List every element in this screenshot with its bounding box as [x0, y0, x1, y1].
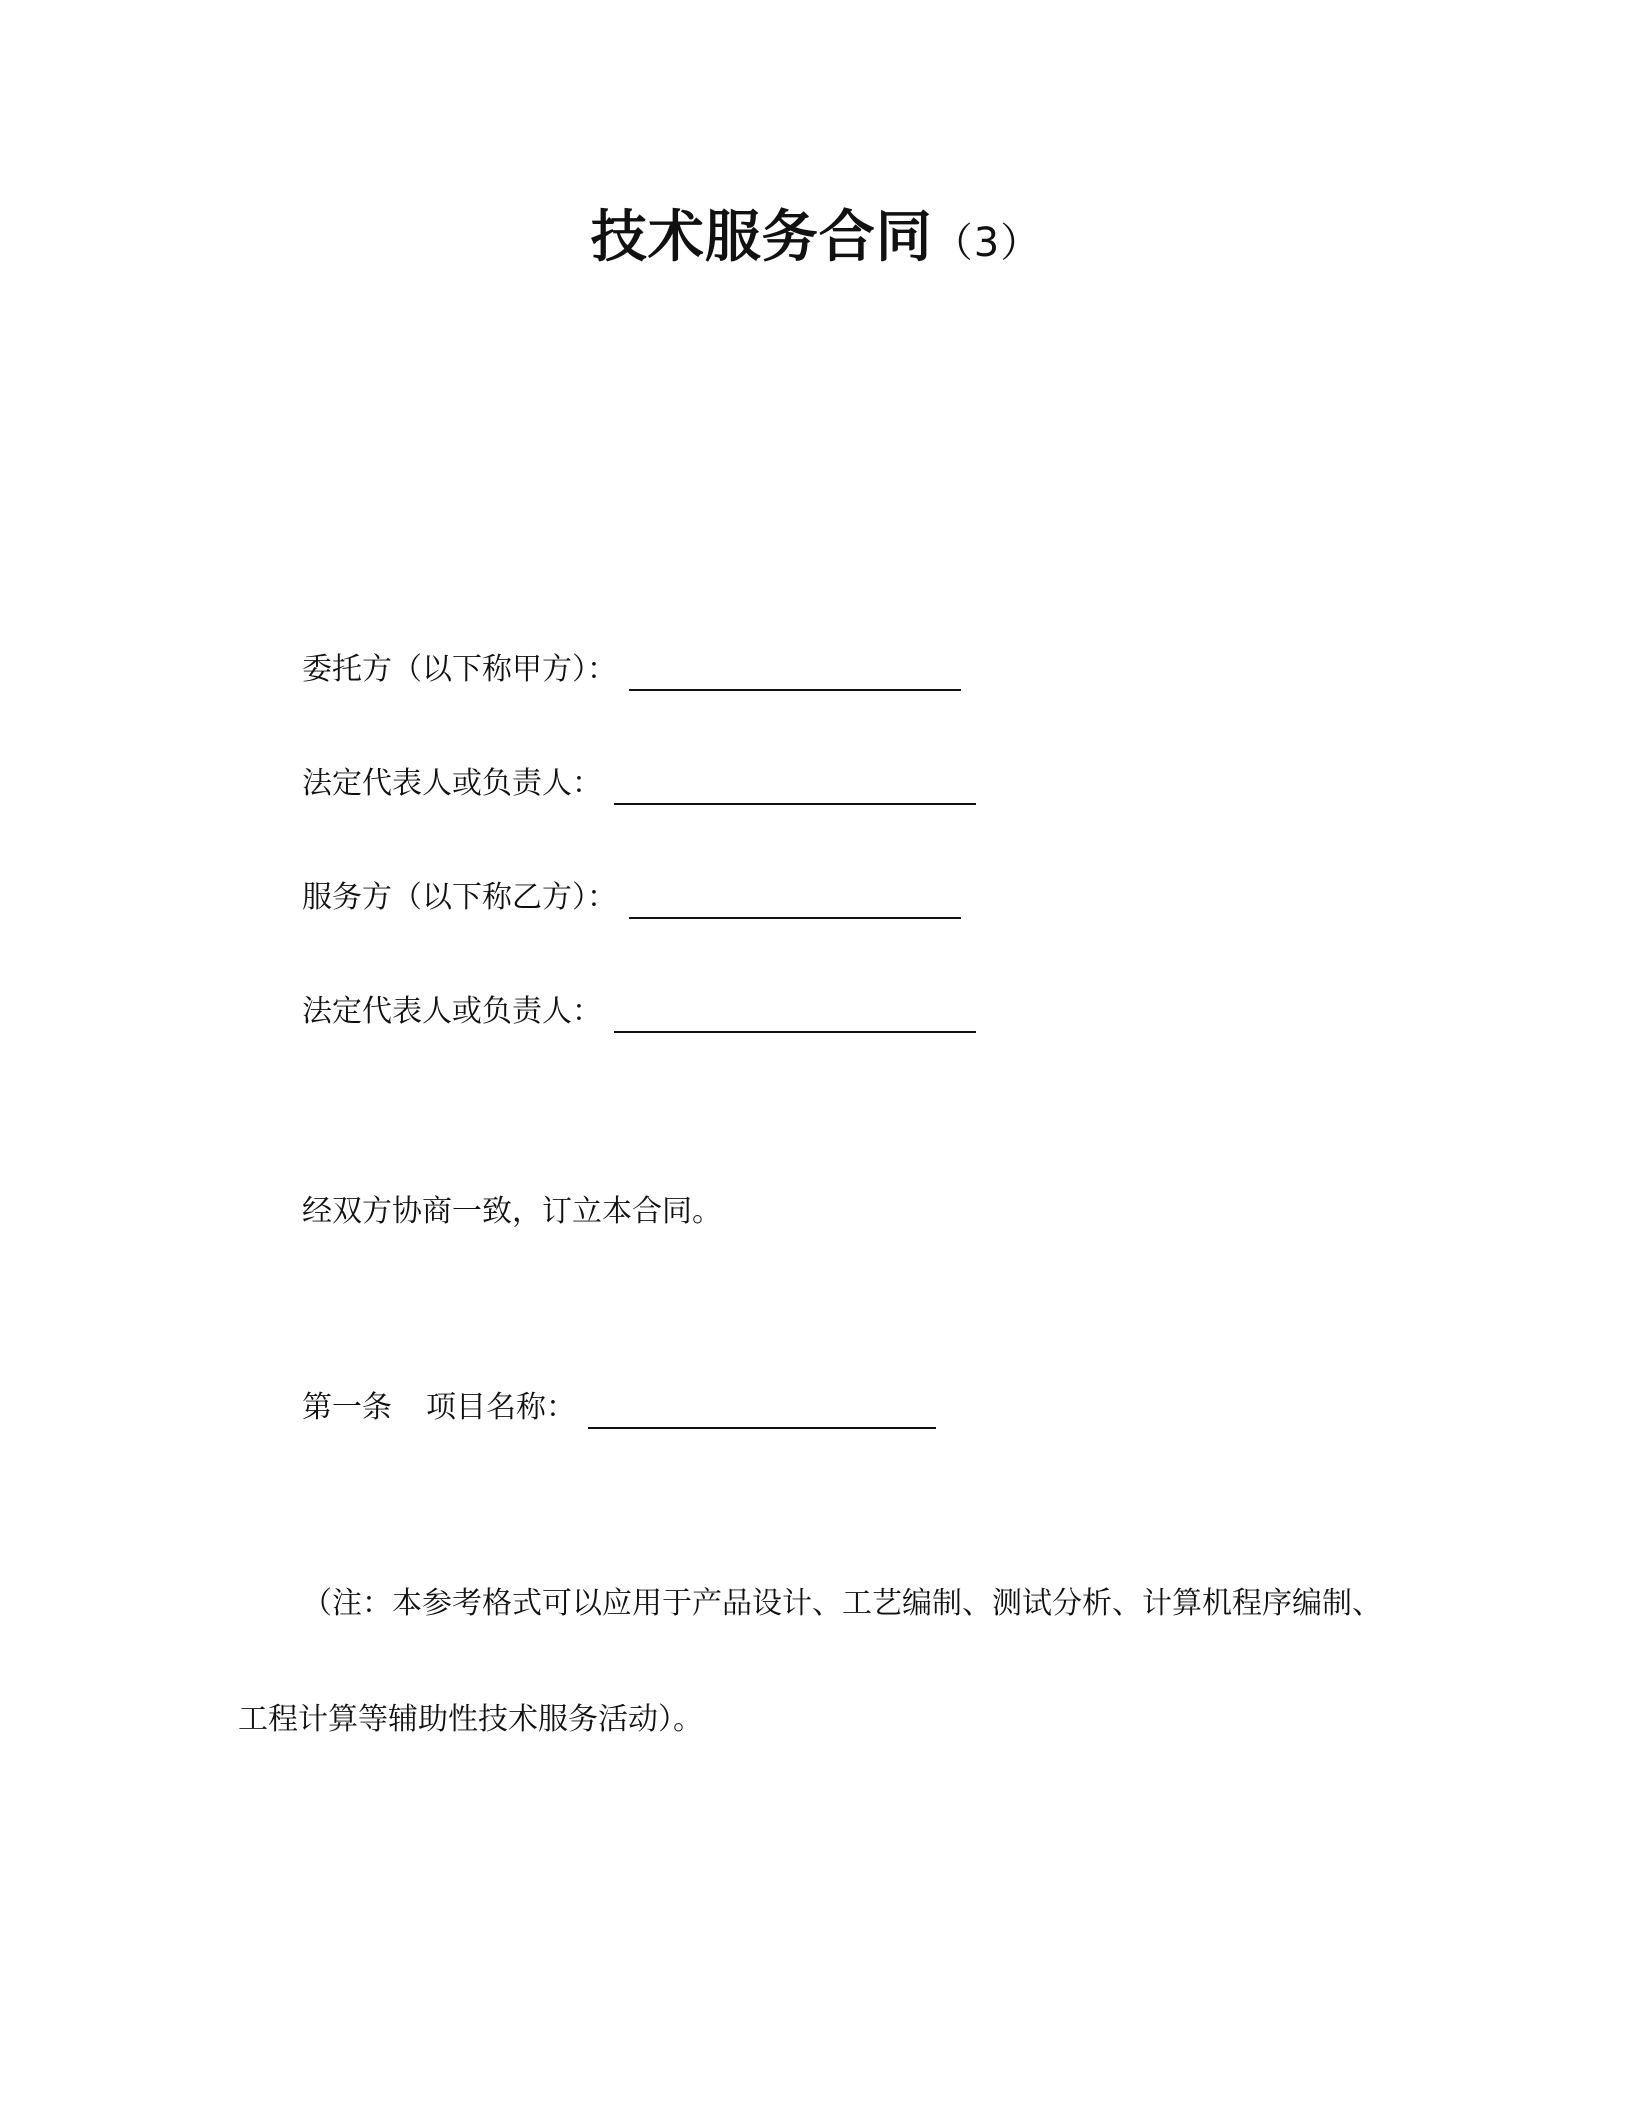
- agreement-text: 经双方协商一致，订立本合同。: [302, 1194, 722, 1229]
- document-title: [0, 198, 1632, 283]
- party-b-label: 服务方（以下称乙方）：: [302, 880, 617, 915]
- party-a-rep-label: 法定代表人或负责人：: [302, 766, 602, 801]
- party-a-label: 委托方（以下称甲方）：: [302, 652, 617, 687]
- party-a-rep-row: [302, 758, 976, 810]
- note-paragraph: [238, 1546, 1398, 1778]
- article-1-row: [302, 1382, 936, 1434]
- party-a-rep-blank[interactable]: [614, 763, 976, 805]
- title-text: 技术服务合同: [590, 205, 933, 270]
- agreement-line: [302, 1186, 722, 1238]
- article-1-number: 第一条: [302, 1390, 392, 1425]
- party-b-rep-row: [302, 986, 976, 1038]
- party-b-row: [302, 872, 961, 924]
- party-a-row: [302, 644, 961, 696]
- party-b-rep-blank[interactable]: [614, 991, 976, 1033]
- party-a-blank[interactable]: [629, 649, 961, 691]
- party-b-rep-label: 法定代表人或负责人：: [302, 994, 602, 1029]
- article-1-label: 项目名称：: [426, 1390, 576, 1425]
- article-1-blank[interactable]: [588, 1387, 936, 1429]
- title-suffix: （3）: [932, 220, 1042, 266]
- note-text: （注：本参考格式可以应用于产品设计、工艺编制、测试分析、计算机程序编制、工程计算等辅助性技术服务活动）。: [238, 1586, 1382, 1737]
- party-b-blank[interactable]: [629, 877, 961, 919]
